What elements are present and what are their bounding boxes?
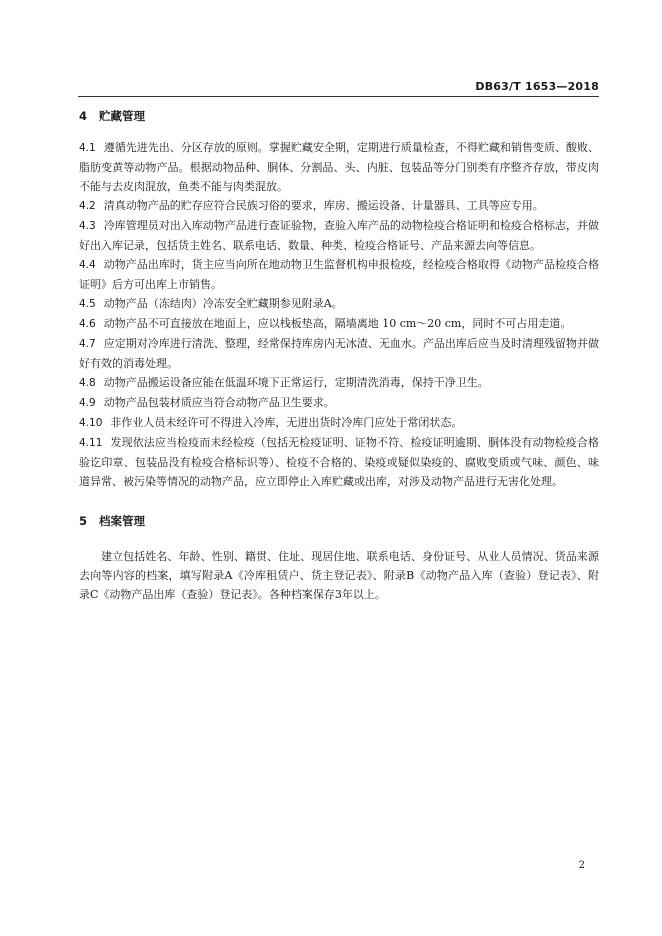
clause-text: 动物产品包装材质应当符合动物产品卫生要求。: [103, 396, 335, 409]
clause-text: 动物产品（冻结肉）冷冻安全贮藏期参见附录A。: [103, 297, 343, 310]
page-content: [79, 108, 599, 604]
clause-4-10: [79, 413, 599, 433]
clause-text: 动物产品搬运设备应能在低温环境下正常运行，定期清洗消毒，保持干净卫生。: [103, 376, 489, 389]
clause-number: 4.8: [79, 377, 96, 389]
clause-4-2: [79, 196, 599, 216]
clause-number: 4.2: [79, 200, 96, 212]
clause-number: 4.5: [79, 298, 96, 310]
clause-text: 应定期对冷库进行清洗、整理，经常保持库房内无冰渣、无血水。产品出库后应当及时清理残留物并做好有效的消毒处理。: [79, 337, 599, 370]
clause-4-4: [79, 255, 599, 294]
clause-number: 4.6: [79, 318, 96, 330]
section-4-title: 贮藏管理: [99, 109, 146, 123]
document-code: DB63/T 1653—2018: [475, 80, 599, 93]
clause-text: 动物产品不可直接放在地面上，应以栈板垫高，隔墙离地 10 cm～20 cm，同时不可占用走道。: [103, 317, 572, 330]
clause-text: 清真动物产品的贮存应符合民族习俗的要求，库房、搬运设备、计量器具、工具等应专用。: [103, 199, 544, 212]
clause-text: 冷库管理员对出入库动物产品进行查证验物，查验入库产品的动物检疫合格证明和检疫合格标志，并做好出入库记录，包括货主姓名、联系电话、数量、种类、检疫合格证号、产品来源去向等信息。: [79, 219, 599, 252]
clause-4-11: [79, 433, 599, 491]
clause-text: 遵循先进先出、分区存放的原则。掌握贮藏安全期，定期进行质量检查，不得贮藏和销售变质、酸败、脂肪变黄等动物产品。根据动物品种、胴体、分割品、头、内脏、包装品等分门别类有序整齐存放，带皮肉不能与去皮肉混放，鱼类不能与肉类混放。: [79, 141, 599, 193]
clause-4-8: [79, 373, 599, 393]
clause-4-7: [79, 334, 599, 373]
clause-number: 4.11: [79, 437, 103, 449]
clause-text: 发现依法应当检疫而未经检疫（包括无检疫证明、证物不符、检疫证明逾期、胴体没有动物检疫合格验讫印章、包装品没有检疫合格标识等）、检疫不合格的、染疫或疑似染疫的、腐败变质或气味、颜色、味道异常、被污染等情况的动物产品，应立即停止入库贮藏或出库，对涉及动物产品进行无害化处理。: [79, 436, 599, 488]
clause-number: 4.10: [79, 417, 103, 429]
page-number: 2: [578, 860, 585, 871]
section-5-heading: [79, 513, 599, 529]
section-5-paragraph: 建立包括姓名、年龄、性别、籍贯、住址、现居住地、联系电话、身份证号、从业人员情况、货品来源去向等内容的档案，填写附录A《冷库租赁户、货主登记表》、附录B《动物产品入库（查验）登记表》、附录C《动物产品出库（查验）登记表》。各种档案保存3年以上。: [79, 550, 599, 601]
clause-4-3: [79, 216, 599, 255]
clause-number: 4.4: [79, 259, 96, 271]
section-4-heading: [79, 108, 599, 124]
clause-number: 4.1: [79, 142, 96, 154]
clause-number: 4.7: [79, 338, 96, 350]
section-5-title: 档案管理: [99, 514, 146, 528]
clause-number: 4.3: [79, 220, 96, 232]
clause-text: 非作业人员未经许可不得进入冷库，无进出货时冷库门应处于常闭状态。: [110, 416, 463, 429]
header-rule: [78, 96, 599, 97]
clause-4-5: [79, 294, 599, 314]
clause-4-6: [79, 314, 599, 334]
clause-text: 动物产品出库时，货主应当向所在地动物卫生监督机构申报检疫，经检疫合格取得《动物产品检疫合格证明》后方可出库上市销售。: [79, 258, 599, 291]
section-5-number: 5: [79, 514, 88, 528]
section-4-number: 4: [79, 109, 88, 123]
clause-number: 4.9: [79, 397, 96, 409]
clause-4-9: [79, 393, 599, 413]
clause-4-1: [79, 138, 599, 196]
